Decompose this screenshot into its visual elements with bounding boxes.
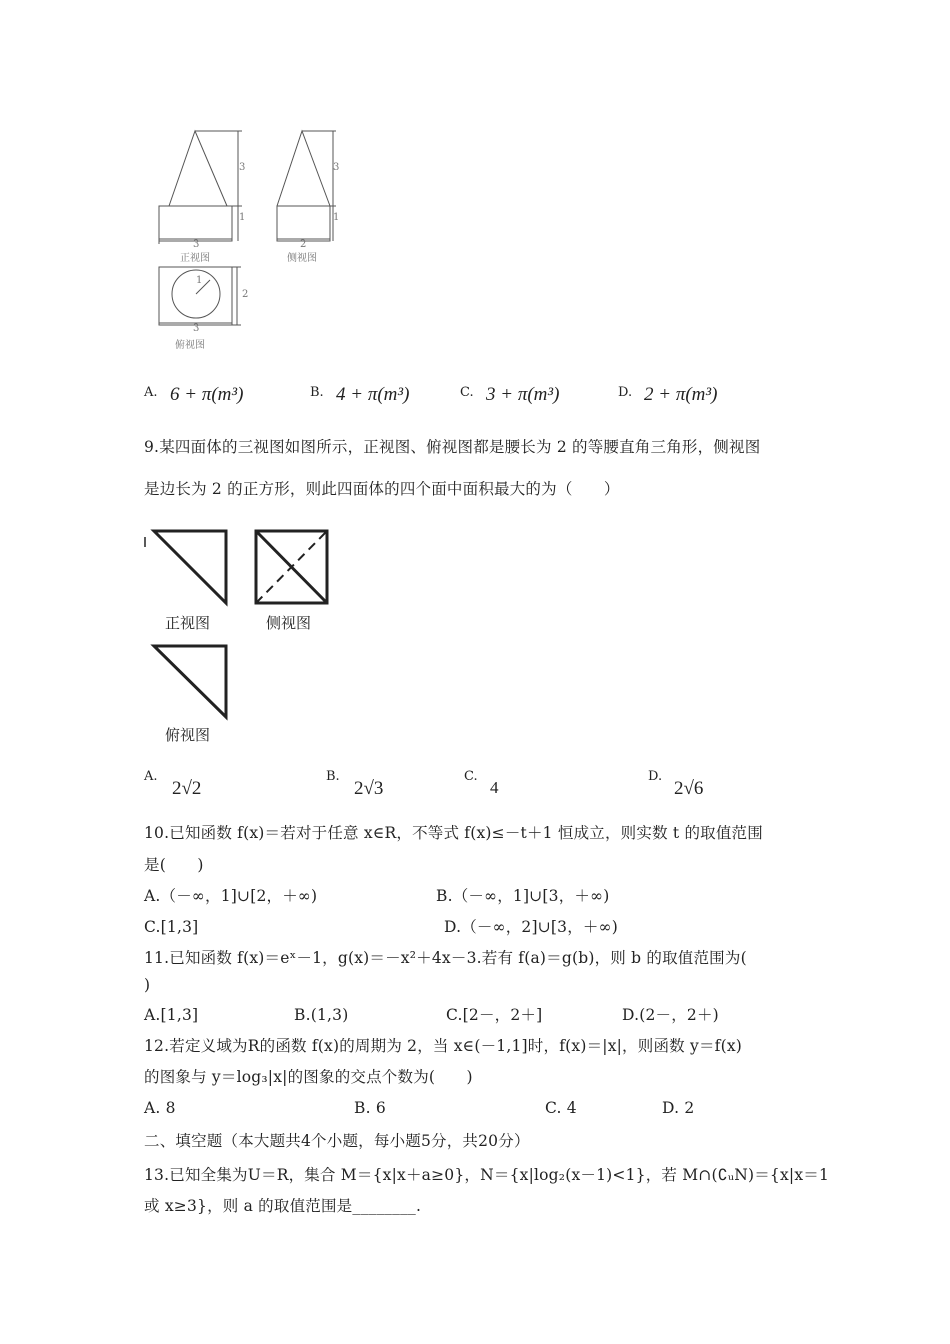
- q8-top-caption: 俯视图: [175, 340, 205, 351]
- q8-option-a-label[interactable]: A.: [144, 385, 158, 400]
- q12-option-c[interactable]: C. 4: [545, 1099, 577, 1117]
- q11-stem-line2: ): [144, 976, 151, 994]
- q9-option-a-label[interactable]: A.: [144, 769, 158, 784]
- q12-stem-line2: 的图象与 y＝log₃|x|的图象的交点个数为( ): [144, 1068, 473, 1086]
- q12-option-d[interactable]: D. 2: [662, 1099, 695, 1117]
- q12-option-a[interactable]: A. 8: [144, 1099, 176, 1117]
- q8-option-a-value: 6 + π(m³): [170, 384, 244, 405]
- q10-option-c[interactable]: C.[1,3]: [144, 918, 199, 936]
- q9-option-c-label[interactable]: C.: [464, 769, 478, 784]
- q13-stem-line1: 13.已知全集为U＝R，集合 M＝{x|x＋a≥0}，N＝{x|log₂(x－1)<1}，若 M∩(∁ᵤN)＝{x|x＝1: [144, 1166, 830, 1184]
- q9-stem-line2: 是边长为 2 的正方形，则此四面体的四个面中面积最大的为（ ）: [144, 480, 620, 498]
- q9-option-b-label[interactable]: B.: [326, 769, 340, 784]
- q9-side-caption: 侧视图: [266, 614, 312, 632]
- q8-option-d-label[interactable]: D.: [618, 385, 633, 400]
- q9-option-d-label[interactable]: D.: [648, 769, 663, 784]
- q10-stem-line1: 10.已知函数 f(x)＝若对于任意 x∈R，不等式 f(x)≤－t＋1 恒成立，则实数 t 的取值范围: [144, 824, 763, 842]
- q9-front-caption: 正视图: [165, 614, 211, 632]
- q12-stem-line1: 12.若定义域为R的函数 f(x)的周期为 2，当 x∈(－1,1]时，f(x)＝|x|，则函数 y＝f(x): [144, 1037, 743, 1055]
- q8-dim-3-front-height: 3: [239, 162, 246, 173]
- q10-option-d[interactable]: D.（－∞，2]∪[3，＋∞): [444, 918, 618, 936]
- q11-option-c[interactable]: C.[2－，2＋]: [446, 1006, 543, 1024]
- q8-radius-label: 1: [196, 275, 203, 286]
- q8-front-caption: 正视图: [180, 253, 210, 264]
- q8-option-d-value: 2 + π(m³): [644, 384, 718, 405]
- q8-option-b-value: 4 + π(m³): [336, 384, 410, 405]
- q8-dim-1-side-height: 1: [333, 212, 340, 223]
- q8-dim-2-top-height: 2: [242, 289, 249, 300]
- q8-option-c-label[interactable]: C.: [460, 385, 474, 400]
- q9-stem-line1: 9.某四面体的三视图如图所示，正视图、俯视图都是腰长为 2 的等腰直角三角形，侧视图: [144, 438, 761, 456]
- q11-option-a[interactable]: A.[1,3]: [144, 1006, 199, 1024]
- q10-option-b[interactable]: B.（－∞，1]∪[3，＋∞): [436, 887, 610, 905]
- q9-option-d-value: 2√6: [674, 778, 704, 799]
- q8-dim-1-front-height: 1: [239, 212, 246, 223]
- q8-dim-3-front-width: 3: [193, 239, 200, 250]
- q13-stem-line2: 或 x≥3}，则 a 的取值范围是________.: [144, 1197, 422, 1215]
- q9-top-caption: 俯视图: [165, 726, 211, 744]
- q10-stem-line2: 是( ): [144, 856, 204, 874]
- q11-stem-line1: 11.已知函数 f(x)＝eˣ－1，g(x)＝－x²＋4x－3.若有 f(a)＝g(b)，则 b 的取值范围为(: [144, 949, 747, 967]
- q10-option-a[interactable]: A.（－∞，1]∪[2，＋∞): [144, 887, 318, 905]
- q8-option-b-label[interactable]: B.: [310, 385, 324, 400]
- q8-side-caption: 侧视图: [287, 253, 317, 264]
- q8-dim-3-side-height: 3: [333, 162, 340, 173]
- section-2-title: 二、填空题（本大题共4个小题，每小题5分，共20分）: [144, 1132, 530, 1150]
- q11-option-d[interactable]: D.(2－，2＋): [622, 1006, 719, 1024]
- q11-option-b[interactable]: B.(1,3): [294, 1006, 349, 1024]
- q8-option-c-value: 3 + π(m³): [486, 384, 560, 405]
- q9-option-c-value: 4: [490, 778, 499, 797]
- q9-option-b-value: 2√3: [354, 778, 384, 799]
- q12-option-b[interactable]: B. 6: [354, 1099, 386, 1117]
- q8-dim-3-top-width: 3: [193, 323, 200, 334]
- q9-option-a-value: 2√2: [172, 778, 202, 799]
- q8-dim-2-side-width: 2: [300, 239, 307, 250]
